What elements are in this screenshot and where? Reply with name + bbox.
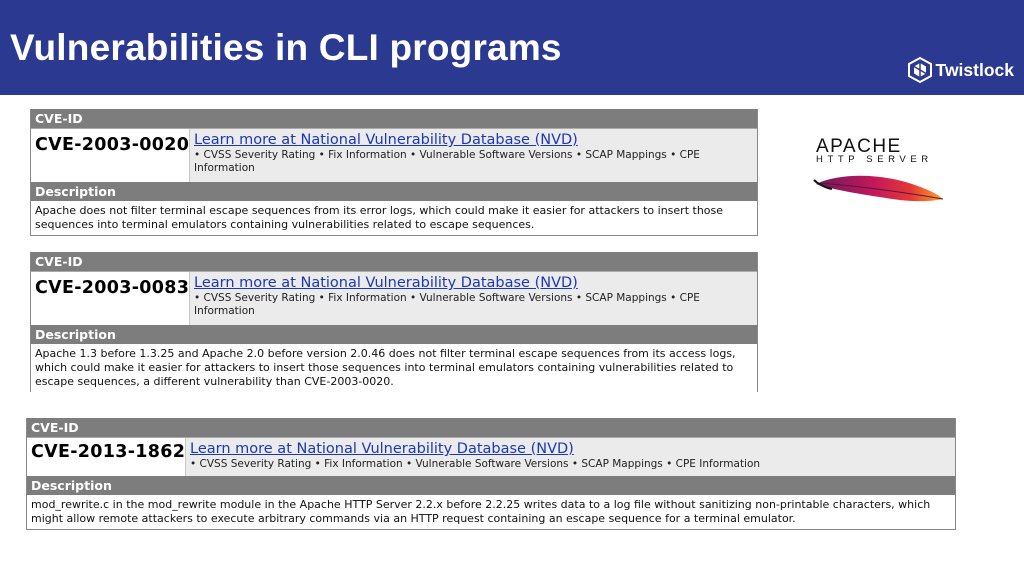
apache-feather-icon: [812, 168, 952, 214]
slide-title: Vulnerabilities in CLI programs: [10, 27, 562, 68]
nvd-link[interactable]: Learn more at National Vulnerability Database (NVD): [194, 132, 578, 148]
cve-card: [30, 109, 758, 236]
cve-id-header: CVE-ID: [27, 418, 955, 437]
cve-id-row: [31, 128, 757, 182]
apache-logo-name: APACHE: [816, 136, 902, 157]
cve-id-header: CVE-ID: [31, 109, 757, 128]
cve-meta-links: • CVSS Severity Rating • Fix Information • Vulnerable Software Versions • SCAP Mappings • CPE Information: [194, 149, 700, 174]
cve-description: mod_rewrite.c in the mod_rewrite module in the Apache HTTP Server 2.2.x before 2.2.25 writes data to a log file without sanitizing non-printable characters, which might allow remote attackers to execute arbitrary commands via an HTTP request containing an escape sequence for a terminal emulator.: [31, 498, 931, 525]
cve-id-row: [27, 437, 955, 476]
description-header: Description: [31, 325, 757, 344]
description-header: Description: [31, 182, 757, 201]
cve-id: CVE-2003-0020: [31, 129, 190, 182]
cve-id: CVE-2013-1862: [27, 438, 186, 476]
apache-logo-subtitle: HTTP SERVER: [816, 154, 933, 165]
cve-card: [26, 418, 956, 530]
cve-id-header: CVE-ID: [31, 252, 757, 271]
brand-name: Twistlock: [935, 59, 1014, 80]
cve-description: Apache 1.3 before 1.3.25 and Apache 2.0 before version 2.0.46 does not filter terminal escape sequences from its access logs, which could make it easier for attackers to insert those sequences into terminal emulators containing vulnerabilities related to escape sequences, a different vulnerability than CVE-2003-0020.: [35, 347, 736, 388]
cve-meta-links: • CVSS Severity Rating • Fix Information • Vulnerable Software Versions • SCAP Mappings • CPE Information: [194, 292, 700, 317]
slide-header: [0, 0, 1024, 95]
cve-links-cell: [186, 438, 955, 476]
cve-meta-links: • CVSS Severity Rating • Fix Information • Vulnerable Software Versions • SCAP Mappings • CPE Information: [190, 458, 761, 470]
cve-id: CVE-2003-0083: [31, 272, 190, 325]
twistlock-logo-icon: [907, 57, 933, 83]
cve-description: Apache does not filter terminal escape sequences from its error logs, which could make it easier for attackers to insert those sequences into terminal emulators containing vulnerabilities related to escape sequences.: [35, 204, 724, 231]
description-header: Description: [27, 476, 955, 495]
twistlock-brand: [907, 57, 1014, 83]
cve-links-cell: [190, 272, 757, 325]
cve-links-cell: [190, 129, 757, 182]
nvd-link[interactable]: Learn more at National Vulnerability Database (NVD): [194, 275, 578, 291]
cve-card: [30, 252, 758, 392]
apache-logo: [812, 134, 952, 214]
cve-id-row: [31, 271, 757, 325]
nvd-link[interactable]: Learn more at National Vulnerability Database (NVD): [190, 441, 574, 457]
